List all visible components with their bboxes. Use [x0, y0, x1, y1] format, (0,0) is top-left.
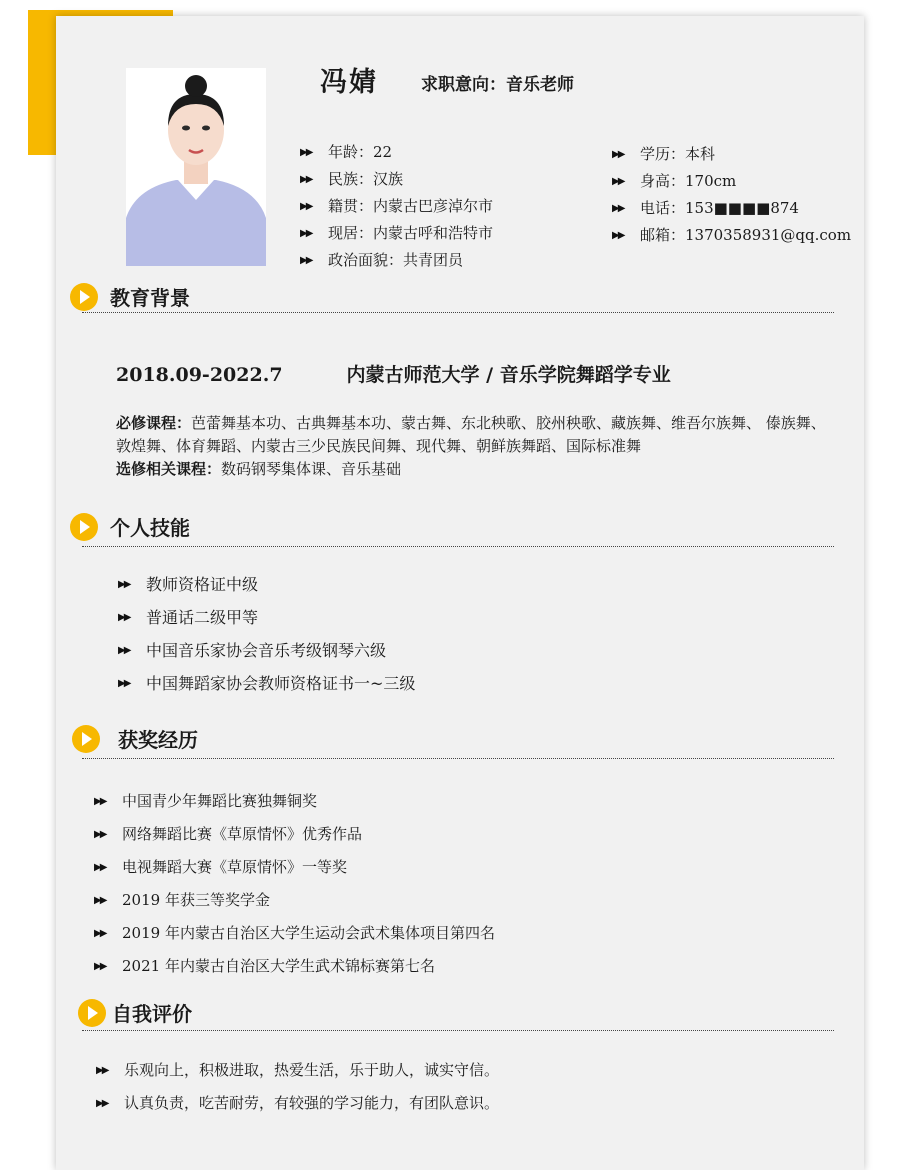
required-courses: 芭蕾舞基本功、古典舞基本功、蒙古舞、东北秧歌、胶州秧歌、藏族舞、维吾尔族舞、 傣族舞、敦煌舞、体育舞蹈、内蒙古三少民族民间舞、现代舞、朝鲜族舞蹈、国际标准舞 [116, 414, 826, 455]
section-divider [82, 546, 834, 547]
play-circle-icon [70, 513, 98, 541]
double-arrow-icon: ▶▶ [94, 862, 106, 873]
section-header-skills [70, 512, 190, 541]
double-arrow-icon: ▶▶ [300, 228, 312, 239]
list-item: ▶▶ 普通话二级甲等 [118, 601, 415, 634]
list-item: ▶▶ 认真负责，吃苦耐劳，有较强的学习能力，有团队意识。 [96, 1087, 499, 1120]
section-header-awards [72, 724, 198, 753]
skills-list [118, 568, 415, 700]
play-circle-icon [70, 283, 98, 311]
list-item: ▶▶ 2019 年内蒙古自治区大学生运动会武术集体项目第四名 [94, 917, 495, 950]
info-right-list [612, 141, 851, 249]
double-arrow-icon: ▶▶ [612, 149, 624, 160]
double-arrow-icon: ▶▶ [612, 176, 624, 187]
play-circle-icon [72, 725, 100, 753]
double-arrow-icon: ▶▶ [94, 928, 106, 939]
self-eval-list [96, 1054, 499, 1120]
section-title: 教育背景 [110, 286, 190, 310]
list-item: ▶▶ 2019 年获三等奖学金 [94, 884, 495, 917]
required-label: 必修课程： [116, 414, 192, 432]
double-arrow-icon: ▶▶ [612, 230, 624, 241]
double-arrow-icon: ▶▶ [300, 201, 312, 212]
section-divider [82, 1030, 834, 1031]
info-item: ▶▶ 邮箱：1370358931@qq.com [612, 222, 851, 249]
info-left-list [300, 139, 493, 274]
elective-label: 选修相关课程： [116, 460, 222, 478]
double-arrow-icon: ▶▶ [118, 678, 130, 689]
list-item: ▶▶ 中国舞蹈家协会教师资格证书一~三级 [118, 667, 415, 700]
info-item: ▶▶ 身高：170cm [612, 168, 851, 195]
list-item: ▶▶ 乐观向上，积极进取，热爱生活，乐于助人，诚实守信。 [96, 1054, 499, 1087]
education-line [116, 360, 671, 387]
section-header-education [70, 282, 190, 311]
section-title: 个人技能 [110, 516, 190, 540]
double-arrow-icon: ▶▶ [612, 203, 624, 214]
education-period: 2018.09-2022.7 [116, 364, 283, 386]
double-arrow-icon: ▶▶ [118, 612, 130, 623]
section-title: 获奖经历 [118, 728, 198, 752]
info-item: ▶▶ 政治面貌：共青团员 [300, 247, 493, 274]
double-arrow-icon: ▶▶ [94, 829, 106, 840]
job-objective: 求职意向：音乐老师 [421, 75, 574, 95]
double-arrow-icon: ▶▶ [300, 255, 312, 266]
section-title: 自我评价 [112, 1002, 192, 1026]
course-list [116, 412, 836, 481]
double-arrow-icon: ▶▶ [94, 895, 106, 906]
double-arrow-icon: ▶▶ [94, 961, 106, 972]
section-divider [82, 758, 834, 759]
list-item: ▶▶ 电视舞蹈大赛《草原情怀》一等奖 [94, 851, 495, 884]
info-item: ▶▶ 现居：内蒙古呼和浩特市 [300, 220, 493, 247]
profile-photo [126, 68, 266, 266]
candidate-name: 冯婧 [320, 67, 378, 98]
double-arrow-icon: ▶▶ [94, 796, 106, 807]
double-arrow-icon: ▶▶ [96, 1098, 108, 1109]
double-arrow-icon: ▶▶ [118, 645, 130, 656]
double-arrow-icon: ▶▶ [300, 174, 312, 185]
double-arrow-icon: ▶▶ [118, 579, 130, 590]
info-item: ▶▶ 籍贯：内蒙古巴彦淖尔市 [300, 193, 493, 220]
list-item: ▶▶ 中国音乐家协会音乐考级钢琴六级 [118, 634, 415, 667]
portrait-illustration [126, 68, 266, 266]
list-item: ▶▶ 教师资格证中级 [118, 568, 415, 601]
awards-list [94, 785, 495, 983]
education-school: 内蒙古师范大学 / 音乐学院舞蹈学专业 [346, 364, 671, 386]
double-arrow-icon: ▶▶ [300, 147, 312, 158]
list-item: ▶▶ 网络舞蹈比赛《草原情怀》优秀作品 [94, 818, 495, 851]
info-item: ▶▶ 民族：汉族 [300, 166, 493, 193]
play-circle-icon [78, 999, 106, 1027]
elective-courses: 数码钢琴集体课、音乐基础 [221, 460, 402, 478]
info-item: ▶▶ 电话：153■■■■874 [612, 195, 851, 222]
list-item: ▶▶ 中国青少年舞蹈比赛独舞铜奖 [94, 785, 495, 818]
section-header-self [78, 998, 192, 1027]
double-arrow-icon: ▶▶ [96, 1065, 108, 1076]
info-item: ▶▶ 学历：本科 [612, 141, 851, 168]
info-item: ▶▶ 年龄：22 [300, 139, 493, 166]
list-item: ▶▶ 2021 年内蒙古自治区大学生武术锦标赛第七名 [94, 950, 495, 983]
section-divider [82, 312, 834, 313]
